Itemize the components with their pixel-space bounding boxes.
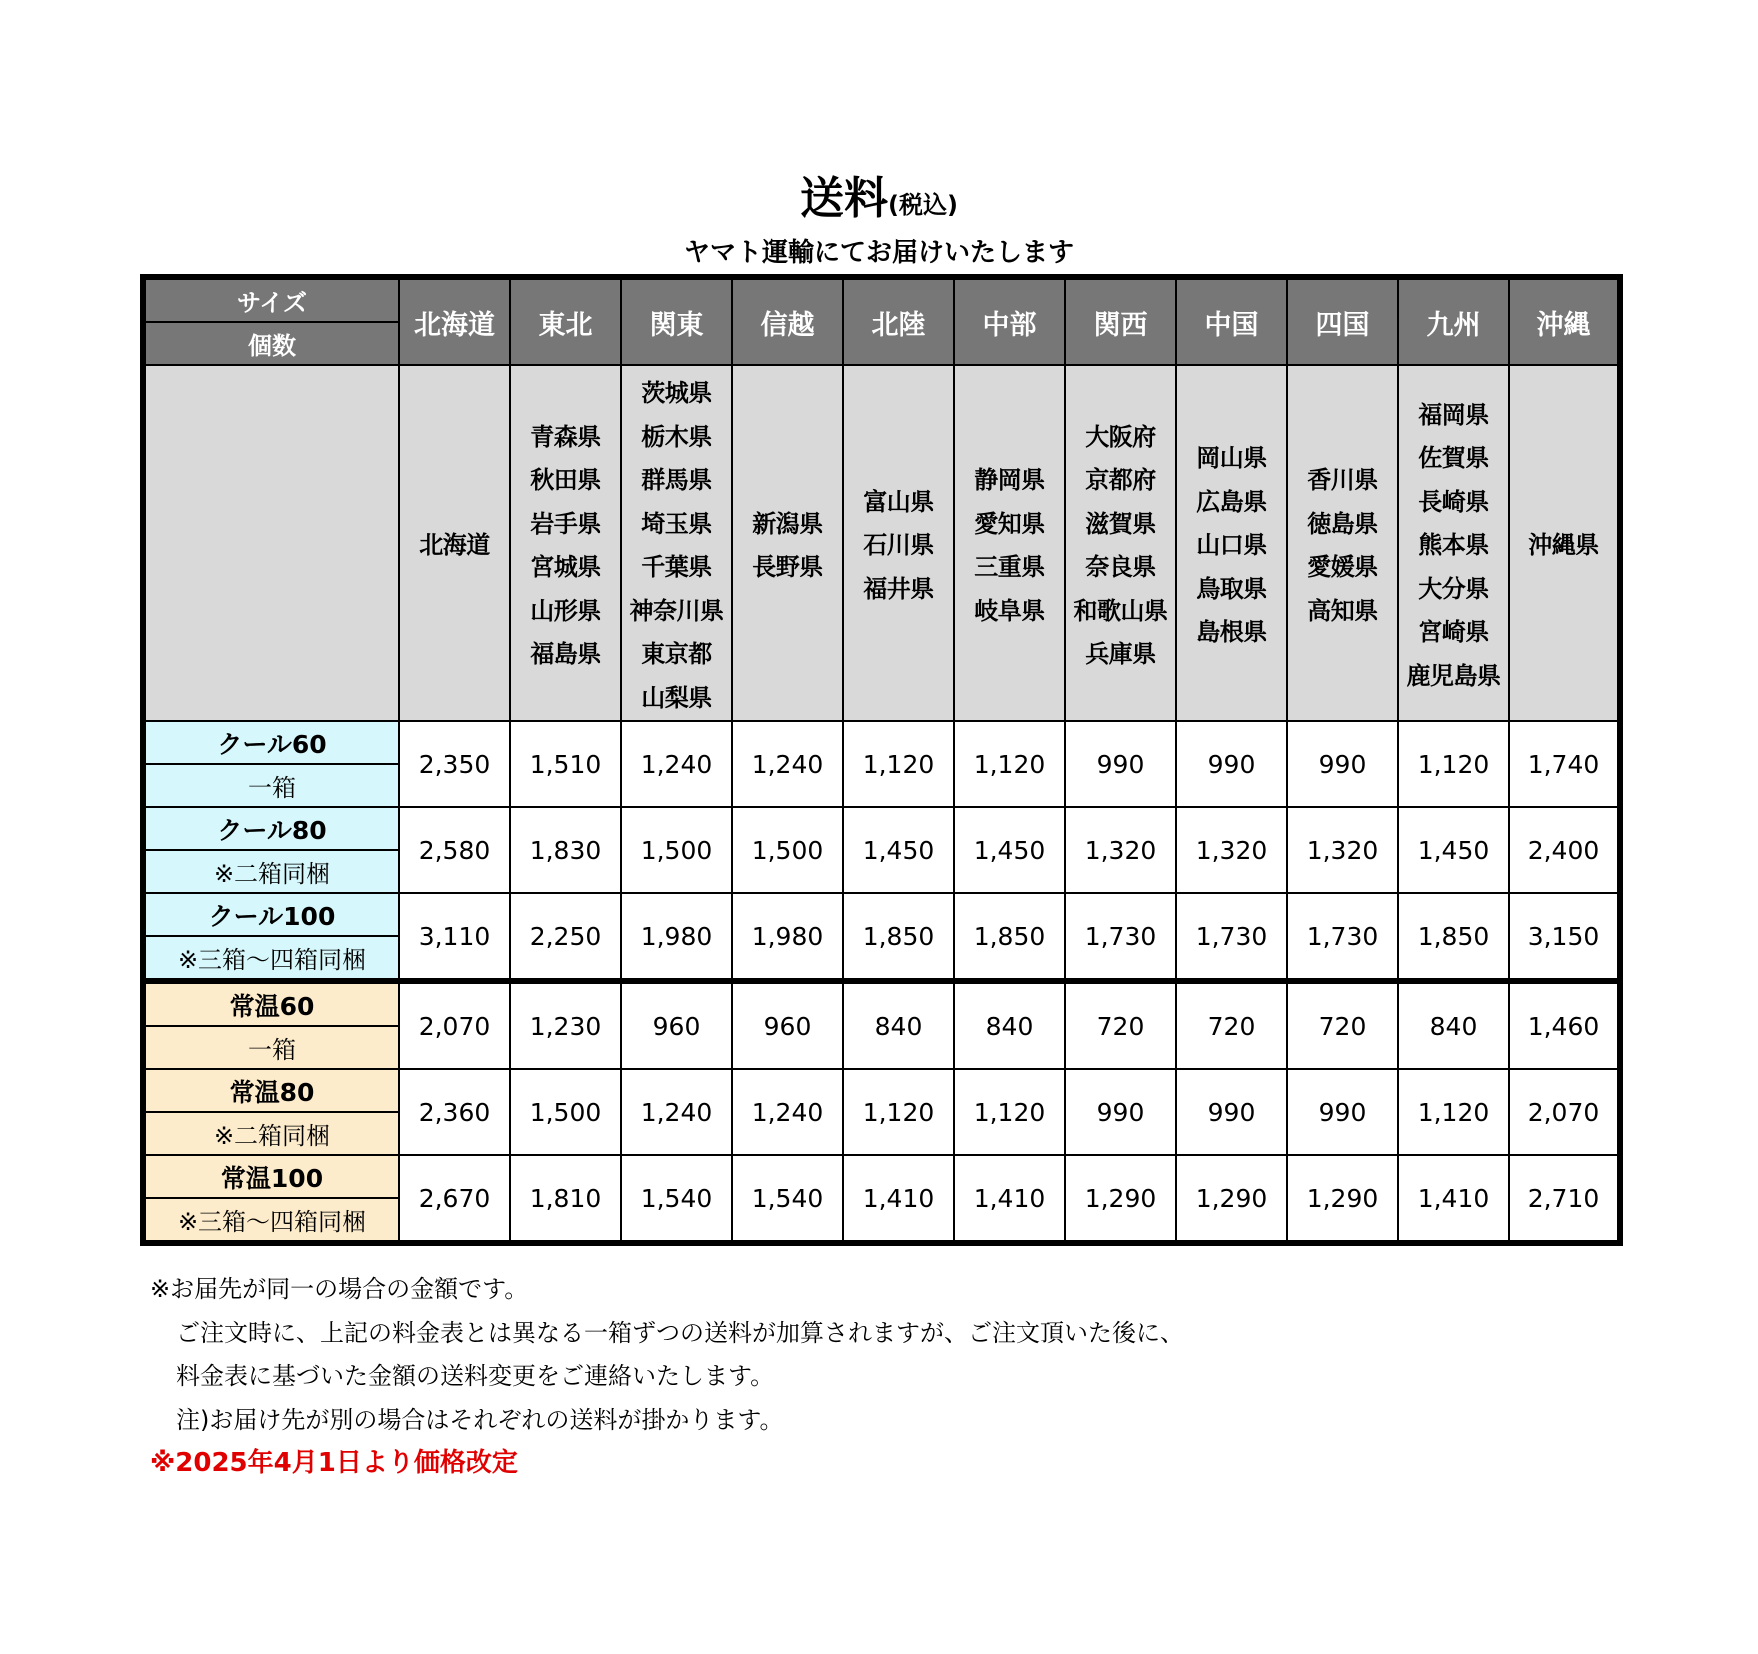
rate-row <box>143 981 1620 1069</box>
rate-row <box>143 1155 1620 1243</box>
note-line-2: ご注文時に、上記の料金表とは異なる一箱ずつの送料が加算されますが、ご注文頂いた後に、 <box>176 1318 1184 1347</box>
prefecture-name: 岩手県 <box>530 509 601 538</box>
prefecture-name: 石川県 <box>863 531 934 560</box>
price-cell: 840 <box>843 981 954 1069</box>
region-header: 東北 <box>510 277 621 365</box>
price-cell: 1,850 <box>843 893 954 981</box>
prefecture-name: 京都府 <box>1085 466 1156 494</box>
prefecture-name: 富山県 <box>863 487 934 516</box>
prefecture-list <box>844 475 953 612</box>
prefecture-name: 青森県 <box>530 422 601 451</box>
prefecture-name: 栃木県 <box>641 422 712 451</box>
prefecture-list-cell <box>1176 365 1287 721</box>
prefecture-name: 秋田県 <box>530 466 601 494</box>
price-cell: 1,240 <box>732 721 843 807</box>
prefecture-name: 兵庫県 <box>1085 640 1156 668</box>
prefecture-name: 山梨県 <box>641 683 712 712</box>
price-cell: 2,250 <box>510 893 621 981</box>
price-revision-notice: ※2025年4月1日より価格改定 <box>150 1448 518 1478</box>
price-cell: 840 <box>1398 981 1509 1069</box>
price-cell: 1,500 <box>510 1069 621 1155</box>
rate-row <box>143 893 1620 981</box>
price-cell: 3,150 <box>1509 893 1620 981</box>
price-cell: 1,290 <box>1176 1155 1287 1243</box>
prefecture-name: 大阪府 <box>1085 422 1156 451</box>
rate-row <box>143 807 1620 893</box>
prefecture-name: 島根県 <box>1196 618 1267 647</box>
price-cell: 1,500 <box>621 807 732 893</box>
price-cell: 2,670 <box>399 1155 510 1243</box>
price-cell: 1,540 <box>732 1155 843 1243</box>
price-cell: 720 <box>1287 981 1398 1069</box>
region-header: 北海道 <box>399 277 510 365</box>
price-cell: 1,980 <box>621 893 732 981</box>
price-cell: 2,580 <box>399 807 510 893</box>
prefecture-name: 山口県 <box>1196 531 1267 560</box>
prefecture-list-cell <box>1398 365 1509 721</box>
price-cell: 1,320 <box>1287 807 1398 893</box>
prefecture-name: 宮崎県 <box>1418 618 1489 647</box>
price-cell: 1,850 <box>1398 893 1509 981</box>
prefecture-name: 長崎県 <box>1418 487 1489 516</box>
price-cell: 1,980 <box>732 893 843 981</box>
prefecture-name: 鳥取県 <box>1196 574 1267 603</box>
price-cell: 1,450 <box>843 807 954 893</box>
prefecture-name: 群馬県 <box>641 466 712 494</box>
prefecture-name: 埼玉県 <box>641 509 712 538</box>
price-cell: 1,120 <box>1398 1069 1509 1155</box>
prefecture-name: 愛知県 <box>974 509 1045 538</box>
prefecture-name: 北海道 <box>419 531 490 560</box>
size-name: クール100 <box>208 901 336 931</box>
region-header: 九州 <box>1398 277 1509 365</box>
prefecture-row-blank <box>143 365 399 721</box>
prefecture-list <box>1399 388 1508 699</box>
price-cell: 1,810 <box>510 1155 621 1243</box>
prefecture-name: 宮城県 <box>530 553 601 581</box>
price-cell: 2,070 <box>1509 1069 1620 1155</box>
price-cell: 2,400 <box>1509 807 1620 893</box>
price-cell: 960 <box>732 981 843 1069</box>
price-cell: 1,320 <box>1065 807 1176 893</box>
price-cell: 990 <box>1176 1069 1287 1155</box>
price-cell: 1,410 <box>843 1155 954 1243</box>
price-cell: 2,710 <box>1509 1155 1620 1243</box>
prefecture-name: 徳島県 <box>1307 509 1378 538</box>
page-subtitle: ヤマト運輸にてお届けいたします <box>683 238 1074 268</box>
prefecture-list <box>955 453 1064 633</box>
prefecture-name: 福岡県 <box>1418 400 1489 429</box>
price-cell: 1,320 <box>1176 807 1287 893</box>
price-cell: 1,230 <box>510 981 621 1069</box>
prefecture-list <box>1288 453 1397 633</box>
price-cell: 990 <box>1287 721 1398 807</box>
box-count-note: ※二箱同梱 <box>146 849 398 892</box>
price-cell: 990 <box>1065 1069 1176 1155</box>
price-cell: 1,830 <box>510 807 621 893</box>
price-cell: 720 <box>1065 981 1176 1069</box>
box-count-note: ※三箱～四箱同梱 <box>146 1197 398 1240</box>
prefecture-list <box>1177 431 1286 655</box>
size-cell <box>143 807 399 893</box>
price-cell: 720 <box>1176 981 1287 1069</box>
price-cell: 1,730 <box>1287 893 1398 981</box>
region-header: 信越 <box>732 277 843 365</box>
region-header: 沖縄 <box>1509 277 1620 365</box>
prefecture-name: 静岡県 <box>974 466 1045 494</box>
price-cell: 1,120 <box>1398 721 1509 807</box>
price-cell: 1,450 <box>954 807 1065 893</box>
price-cell: 1,240 <box>621 721 732 807</box>
rate-row <box>143 1069 1620 1155</box>
prefecture-name: 佐賀県 <box>1418 444 1489 473</box>
price-cell: 1,410 <box>1398 1155 1509 1243</box>
prefecture-name: 沖縄県 <box>1528 531 1599 560</box>
prefecture-name: 大分県 <box>1418 574 1489 603</box>
prefecture-list <box>511 410 620 677</box>
size-cell <box>143 893 399 981</box>
price-cell: 1,120 <box>843 721 954 807</box>
box-count-note: 一箱 <box>146 763 398 806</box>
price-cell: 1,120 <box>954 721 1065 807</box>
prefecture-name: 岐阜県 <box>974 596 1045 625</box>
price-cell: 1,120 <box>954 1069 1065 1155</box>
shipping-rate-table <box>140 274 1623 1246</box>
prefecture-list-cell <box>843 365 954 721</box>
prefecture-list <box>1510 518 1617 568</box>
count-header: 個数 <box>146 321 398 364</box>
size-cell <box>143 1155 399 1243</box>
size-header: サイズ <box>236 289 308 317</box>
region-header: 中国 <box>1176 277 1287 365</box>
prefecture-name: 高知県 <box>1307 596 1378 625</box>
prefecture-name: 福島県 <box>530 640 601 668</box>
title-main: 送料 <box>800 173 889 224</box>
box-count-note: ※二箱同梱 <box>146 1111 398 1154</box>
notes-block <box>150 1268 1184 1486</box>
size-cell <box>143 981 399 1069</box>
price-cell: 1,850 <box>954 893 1065 981</box>
prefecture-name: 鹿児島県 <box>1406 661 1501 690</box>
price-cell: 1,240 <box>732 1069 843 1155</box>
size-name: 常温60 <box>229 991 315 1021</box>
price-cell: 840 <box>954 981 1065 1069</box>
prefecture-name: 熊本県 <box>1418 531 1489 560</box>
prefecture-name: 福井県 <box>863 574 934 603</box>
size-cell <box>143 721 399 807</box>
prefecture-list-cell <box>1065 365 1176 721</box>
prefecture-name: 奈良県 <box>1085 553 1156 581</box>
title-tax-note: (税込) <box>888 191 958 219</box>
prefecture-name: 和歌山県 <box>1073 596 1168 625</box>
prefecture-list-cell <box>510 365 621 721</box>
region-header: 関東 <box>621 277 732 365</box>
note-line-4: 注)お届け先が別の場合はそれぞれの送料が掛かります。 <box>176 1405 784 1434</box>
size-name: クール80 <box>217 815 327 845</box>
price-cell: 1,450 <box>1398 807 1509 893</box>
price-cell: 1,410 <box>954 1155 1065 1243</box>
region-header: 北陸 <box>843 277 954 365</box>
box-count-note: ※三箱～四箱同梱 <box>146 935 398 978</box>
prefecture-list-cell <box>954 365 1065 721</box>
prefecture-name: 長野県 <box>752 553 823 581</box>
prefecture-name: 千葉県 <box>641 553 712 581</box>
size-count-header <box>143 277 399 365</box>
prefecture-list-cell <box>621 365 732 721</box>
region-header: 四国 <box>1287 277 1398 365</box>
region-header: 中部 <box>954 277 1065 365</box>
price-cell: 990 <box>1065 721 1176 807</box>
box-count-note: 一箱 <box>146 1025 398 1068</box>
prefecture-name: 東京都 <box>641 640 712 668</box>
prefecture-list <box>733 497 842 590</box>
note-line-3: 料金表に基づいた金額の送料変更をご連絡いたします。 <box>176 1362 775 1390</box>
price-cell: 1,730 <box>1176 893 1287 981</box>
price-cell: 1,740 <box>1509 721 1620 807</box>
prefecture-name: 新潟県 <box>752 509 823 538</box>
price-cell: 1,290 <box>1287 1155 1398 1243</box>
prefecture-name: 愛媛県 <box>1307 553 1378 581</box>
size-name: 常温100 <box>220 1163 324 1193</box>
prefecture-name: 三重県 <box>974 553 1045 581</box>
note-line-1: ※お届先が同一の場合の金額です。 <box>150 1275 529 1303</box>
price-cell: 1,240 <box>621 1069 732 1155</box>
region-header-row <box>143 277 1620 365</box>
prefecture-list-cell <box>399 365 510 721</box>
prefecture-row <box>143 365 1620 721</box>
size-cell <box>143 1069 399 1155</box>
price-cell: 1,540 <box>621 1155 732 1243</box>
size-name: クール60 <box>217 729 327 759</box>
page-title <box>0 162 1758 226</box>
rate-row <box>143 721 1620 807</box>
prefecture-list <box>622 366 731 720</box>
prefecture-list-cell <box>1509 365 1620 721</box>
prefecture-list <box>1066 410 1175 677</box>
prefecture-name: 広島県 <box>1196 487 1267 516</box>
price-cell: 1,460 <box>1509 981 1620 1069</box>
price-cell: 2,360 <box>399 1069 510 1155</box>
price-cell: 1,500 <box>732 807 843 893</box>
region-header: 関西 <box>1065 277 1176 365</box>
prefecture-name: 神奈川県 <box>629 596 724 625</box>
price-cell: 990 <box>1176 721 1287 807</box>
price-cell: 2,070 <box>399 981 510 1069</box>
price-cell: 3,110 <box>399 893 510 981</box>
prefecture-list-cell <box>732 365 843 721</box>
price-cell: 1,290 <box>1065 1155 1176 1243</box>
prefecture-list <box>400 518 509 568</box>
prefecture-name: 岡山県 <box>1196 444 1267 473</box>
price-cell: 1,510 <box>510 721 621 807</box>
prefecture-list-cell <box>1287 365 1398 721</box>
price-cell: 2,350 <box>399 721 510 807</box>
price-cell: 990 <box>1287 1069 1398 1155</box>
prefecture-name: 茨城県 <box>641 379 712 407</box>
price-cell: 1,730 <box>1065 893 1176 981</box>
size-name: 常温80 <box>229 1077 315 1107</box>
price-cell: 960 <box>621 981 732 1069</box>
prefecture-name: 滋賀県 <box>1085 509 1156 538</box>
prefecture-name: 香川県 <box>1307 466 1378 494</box>
price-cell: 1,120 <box>843 1069 954 1155</box>
prefecture-name: 山形県 <box>530 596 601 625</box>
